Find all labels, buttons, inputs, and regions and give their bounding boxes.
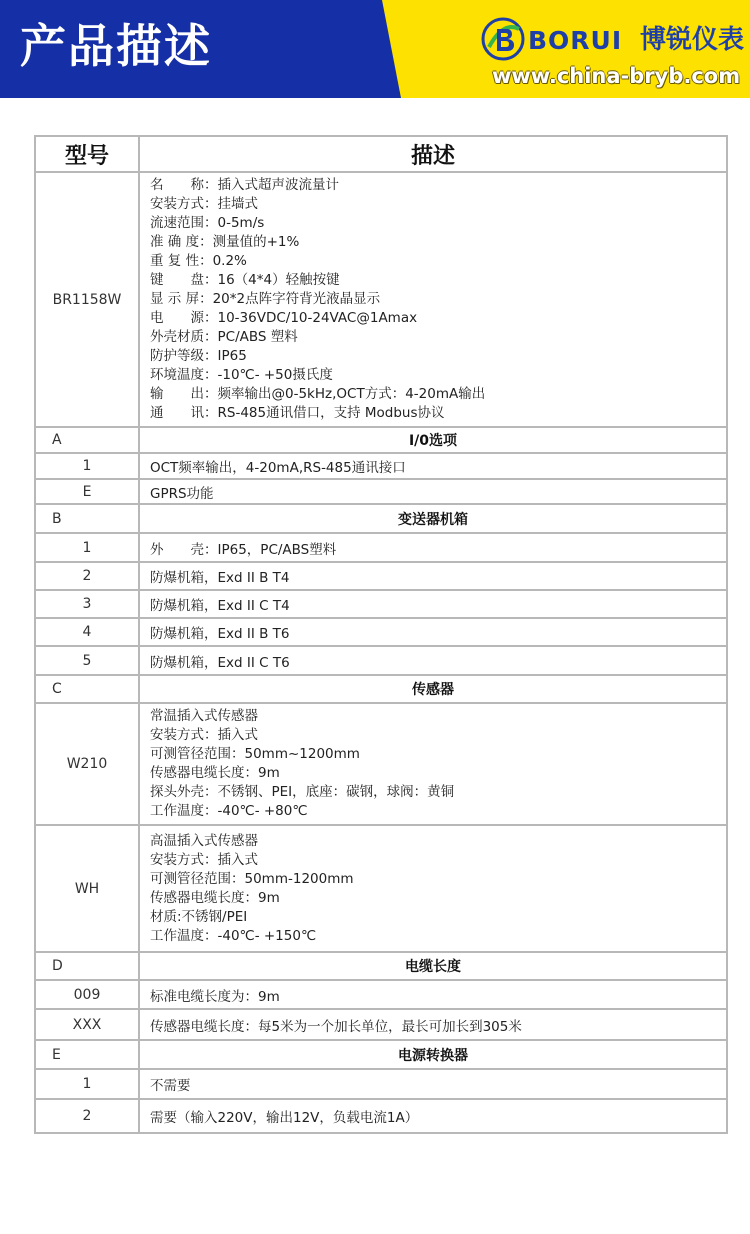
option-description-line: OCT频率输出，4-20mA,RS-485通讯接口 <box>150 460 406 476</box>
website-url: www.china-bryb.com <box>492 64 741 88</box>
section-title: 电缆长度 <box>139 952 727 980</box>
table-header-row <box>35 136 727 172</box>
option-code: 3 <box>35 590 139 618</box>
option-description <box>139 1009 727 1040</box>
column-header-model: 型号 <box>35 136 139 172</box>
option-description <box>139 453 727 479</box>
option-description-line: 传感器电缆长度：9m <box>150 765 280 781</box>
section-title: 传感器 <box>139 675 727 703</box>
logo-brand-chinese: 博锐仪表 <box>640 25 745 55</box>
option-description-line: 工作温度：-40℃- +80℃ <box>150 803 308 819</box>
model-code: BR1158W <box>35 172 139 427</box>
option-description-line: 传感器电缆长度：9m <box>150 889 280 906</box>
option-description <box>139 533 727 562</box>
option-code: 1 <box>35 533 139 562</box>
option-code: 1 <box>35 1069 139 1099</box>
option-row <box>35 825 727 952</box>
section-code: E <box>35 1040 139 1069</box>
option-description-line: 安装方式：插入式 <box>150 727 258 743</box>
section-header-row <box>35 504 727 533</box>
option-row <box>35 980 727 1009</box>
section-code: D <box>35 952 139 980</box>
option-code: 2 <box>35 1099 139 1133</box>
spec-table <box>34 135 728 1134</box>
option-code: 009 <box>35 980 139 1009</box>
option-description <box>139 479 727 504</box>
option-code: WH <box>35 825 139 952</box>
section-header-row <box>35 427 727 453</box>
option-code: E <box>35 479 139 504</box>
logo-brand-english: BORUI <box>528 26 623 55</box>
option-row <box>35 646 727 675</box>
option-row <box>35 479 727 504</box>
option-row <box>35 1069 727 1099</box>
option-description-line: 工作温度：-40℃- +150℃ <box>150 927 317 944</box>
model-spec-line: 安装方式：挂墙式 <box>150 196 258 212</box>
page-title: 产品描述 <box>20 19 212 73</box>
model-spec-line: 显 示 屏：20*2点阵字符背光液晶显示 <box>150 291 381 307</box>
model-spec-line: 名 称：插入式超声波流量计 <box>150 177 339 193</box>
option-description-line: 防爆机箱，Exd II C T4 <box>150 598 290 614</box>
option-row <box>35 1009 727 1040</box>
header-banner <box>0 0 750 98</box>
option-description-line: GPRS功能 <box>150 485 214 502</box>
model-description <box>139 172 727 427</box>
option-description-line: 高温插入式传感器 <box>150 832 258 849</box>
option-description <box>139 703 727 825</box>
option-description-line: 防爆机箱，Exd II B T6 <box>150 626 290 642</box>
option-code: XXX <box>35 1009 139 1040</box>
spec-table-body <box>35 136 727 1133</box>
option-description <box>139 1099 727 1133</box>
section-code: C <box>35 675 139 703</box>
option-row <box>35 703 727 825</box>
option-description-line: 可测管径范围：50mm~1200mm <box>150 746 360 762</box>
model-spec-line: 电 源：10-36VDC/10-24VAC@1Amax <box>150 310 418 326</box>
option-description-line: 不需要 <box>150 1078 191 1094</box>
section-title: 变送器机箱 <box>139 504 727 533</box>
model-spec-line: 准 确 度：测量值的+1% <box>150 234 300 250</box>
section-header-row <box>35 675 727 703</box>
option-description <box>139 618 727 646</box>
section-header-row <box>35 952 727 980</box>
option-description <box>139 1069 727 1099</box>
model-spec-line: 流速范围：0-5m/s <box>150 215 265 231</box>
model-spec-line: 重 复 性：0.2% <box>150 253 247 269</box>
option-description-line: 常温插入式传感器 <box>150 708 258 724</box>
option-row <box>35 453 727 479</box>
option-row <box>35 590 727 618</box>
option-description-line: 材质:不锈钢/PEI <box>150 908 248 925</box>
model-spec-line: 输 出：频率输出@0-5kHz,OCT方式：4-20mA输出 <box>150 386 486 402</box>
option-code: W210 <box>35 703 139 825</box>
option-description-line: 防爆机箱，Exd II B T4 <box>150 570 290 586</box>
option-code: 5 <box>35 646 139 675</box>
option-description-line: 需要（输入220V，输出12V，负载电流1A） <box>150 1110 419 1126</box>
model-spec-line: 环境温度：-10℃- +50摄氏度 <box>150 367 333 383</box>
option-description-line: 安装方式：插入式 <box>150 851 258 868</box>
model-spec-line: 键 盘：16（4*4）轻触按键 <box>150 272 340 288</box>
section-header-row <box>35 1040 727 1069</box>
option-description-line: 标准电缆长度为：9m <box>150 988 280 1005</box>
model-spec-line: 通 讯：RS-485通讯借口，支持 Modbus协议 <box>150 405 445 421</box>
option-description <box>139 590 727 618</box>
option-row <box>35 1099 727 1133</box>
option-description-line: 外 壳：IP65，PC/ABS塑料 <box>150 541 337 558</box>
option-description-line: 防爆机箱，Exd II C T6 <box>150 654 290 671</box>
option-code: 4 <box>35 618 139 646</box>
option-description-line: 探头外壳：不锈钢、PEI，底座：碳钢，球阀：黄铜 <box>150 784 455 800</box>
option-description-line: 传感器电缆长度：每5米为一个加长单位，最长可加长到305米 <box>150 1018 522 1035</box>
model-row <box>35 172 727 427</box>
option-description <box>139 825 727 952</box>
option-description-line: 可测管径范围：50mm-1200mm <box>150 870 354 887</box>
section-code: A <box>35 427 139 453</box>
option-row <box>35 562 727 590</box>
option-code: 2 <box>35 562 139 590</box>
option-description <box>139 562 727 590</box>
section-code: B <box>35 504 139 533</box>
borui-logo-icon <box>481 17 525 61</box>
option-description <box>139 980 727 1009</box>
model-spec-line: 防护等级：IP65 <box>150 348 247 364</box>
option-row <box>35 618 727 646</box>
model-spec-line: 外壳材质：PC/ABS 塑料 <box>150 329 298 345</box>
section-title: 电源转换器 <box>139 1040 727 1069</box>
option-code: 1 <box>35 453 139 479</box>
section-title: I/0选项 <box>139 427 727 453</box>
option-row <box>35 533 727 562</box>
column-header-description: 描述 <box>139 136 727 172</box>
option-description <box>139 646 727 675</box>
